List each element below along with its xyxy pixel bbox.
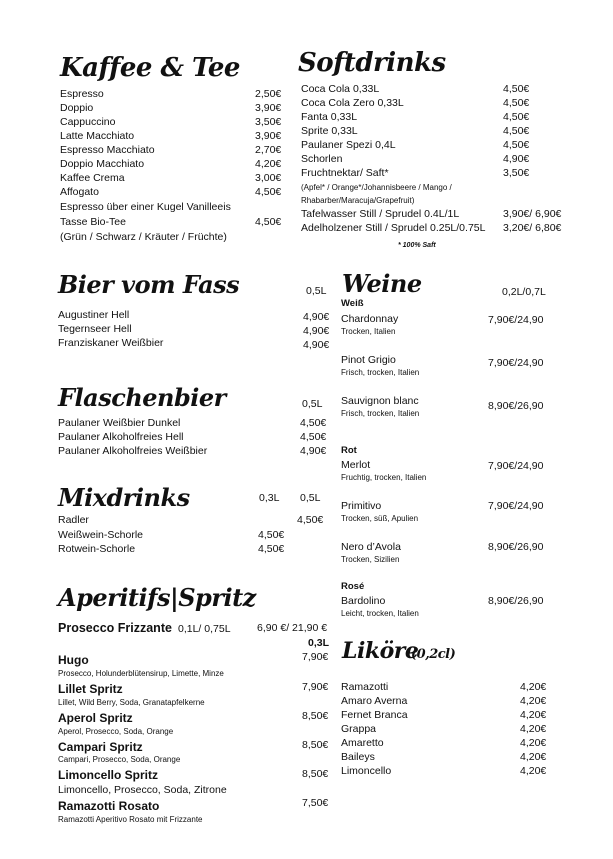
menu-item-desc: Frisch, trocken, Italien xyxy=(341,368,420,377)
menu-item-name: Ramazotti xyxy=(341,681,389,693)
menu-item-name: Affogato xyxy=(60,186,99,198)
menu-item-name: Espresso Macchiato xyxy=(60,144,155,156)
menu-item-name: Coca Cola Zero 0,33L xyxy=(301,97,404,109)
menu-item-name: Baileys xyxy=(341,751,375,763)
menu-item-name: Primitivo xyxy=(341,500,382,512)
menu-item-price: 4,90€ xyxy=(300,445,327,457)
menu-item-price: 4,90€ xyxy=(303,311,330,323)
menu-item-price: 8,90€/26,90 xyxy=(488,541,544,553)
menu-item-desc: Leicht, trocken, Italien xyxy=(341,609,419,618)
menu-item-price: 4,50€ xyxy=(255,216,282,228)
menu-item-name: Schorlen xyxy=(301,153,343,165)
menu-item-price: 7,90€/24,90 xyxy=(488,460,544,472)
menu-item-price: 4,90€ xyxy=(303,339,330,351)
menu-item-desc: Trocken, Sizilien xyxy=(341,555,400,564)
menu-item-name: Paulaner Alkoholfreies Hell xyxy=(58,431,184,443)
flaschenbier-size: 0,5L xyxy=(302,398,323,410)
aperitifs-size: 0,3L xyxy=(308,637,330,649)
menu-item-name: Limoncello Spritz xyxy=(58,768,159,782)
menu-item-name: Espresso über einer Kugel Vanilleeis xyxy=(60,201,231,213)
menu-item-price: 7,90€/24,90 xyxy=(488,500,544,512)
menu-item-price: 4,50€ xyxy=(503,125,530,137)
mixdrinks-size-large: 0,5L xyxy=(300,492,321,504)
menu-item-name: Nero d’Avola xyxy=(341,541,401,553)
menu-item-price: 4,20€ xyxy=(520,681,547,693)
menu-item-name: Fernet Branca xyxy=(341,709,408,721)
bier-size: 0,5L xyxy=(306,285,327,297)
likoere-title: Liköre xyxy=(342,638,419,664)
menu-item-name: Doppio xyxy=(60,102,94,114)
softdrinks-title: Softdrinks xyxy=(298,48,446,78)
menu-item-name: Merlot xyxy=(341,459,371,471)
menu-item-name: Tegernseer Hell xyxy=(58,323,132,335)
menu-item-name: Cappuccino xyxy=(60,116,116,128)
menu-item-price: 7,90€ xyxy=(302,681,329,693)
saft-footnote: * 100% Saft xyxy=(398,242,436,249)
weine-size: 0,2L/0,7L xyxy=(502,286,546,298)
menu-item-name: Fruchtnektar/ Saft* xyxy=(301,167,389,179)
menu-item-price: 8,50€ xyxy=(302,710,329,722)
menu-item-name: Tasse Bio-Tee xyxy=(60,216,126,228)
menu-item-desc: Campari, Prosecco, Soda, Orange xyxy=(58,755,181,764)
menu-item-price: 4,20€ xyxy=(520,695,547,707)
weiss-label: Weiß xyxy=(341,298,364,309)
menu-item-desc: Ramazotti Aperitivo Rosato mit Frizzante xyxy=(58,815,203,824)
menu-item-price: 7,50€ xyxy=(302,797,329,809)
menu-item-name: Pinot Grigio xyxy=(341,354,396,366)
prosecco-name: Prosecco Frizzante xyxy=(58,621,172,635)
menu-item-price: 4,20€ xyxy=(520,723,547,735)
rose-label: Rosé xyxy=(341,581,365,592)
menu-item-name: Campari Spritz xyxy=(58,740,143,754)
menu-item-price: 4,50€ xyxy=(255,186,282,198)
menu-item-price: 8,50€ xyxy=(302,768,329,780)
prosecco-size: 0,1L/ 0,75L xyxy=(178,623,231,635)
menu-item-desc: Trocken, süß, Apulien xyxy=(341,514,419,523)
menu-item-price: 4,20€ xyxy=(520,751,547,763)
rot-label: Rot xyxy=(341,445,357,456)
bier-title: Bier vom Fass xyxy=(58,270,240,299)
menu-item-desc: Trocken, Italien xyxy=(341,327,396,336)
menu-item-desc: Prosecco, Holunderblütensirup, Limette, Minze xyxy=(58,669,224,678)
menu-item-name: Paulaner Alkoholfreies Weißbier xyxy=(58,445,208,457)
menu-item-name: Tafelwasser Still / Sprudel 0.4L/1L xyxy=(301,208,460,220)
menu-item-price: 7,90€/24,90 xyxy=(488,357,544,369)
menu-item-desc: Frisch, trocken, Italien xyxy=(341,409,420,418)
menu-item-price: 4,20€ xyxy=(255,158,282,170)
menu-item-name: Chardonnay xyxy=(341,313,399,325)
menu-item-name: Espresso xyxy=(60,88,104,100)
mixdrinks-title: Mixdrinks xyxy=(58,483,190,512)
menu-item-name: Latte Macchiato xyxy=(60,130,135,142)
menu-item-price: 8,50€ xyxy=(302,739,329,751)
menu-item-name: Amaro Averna xyxy=(341,695,408,707)
menu-item-price: 7,90€/24,90 xyxy=(488,314,544,326)
menu-item-price: 3,00€ xyxy=(255,172,282,184)
menu-item-price: 4,50€ xyxy=(503,83,530,95)
saft-note: (Apfel* / Orange*/Johannisbeere / Mango / xyxy=(301,183,452,192)
menu-item-name: Bardolino xyxy=(341,595,386,607)
menu-item-price: 4,50€ xyxy=(503,139,530,151)
menu-item-name: Lillet Spritz xyxy=(58,682,123,696)
menu-item-name: Amaretto xyxy=(341,737,384,749)
menu-item-price: 3,50€ xyxy=(503,167,530,179)
menu-item-name: Radler xyxy=(58,514,89,526)
menu-item-name: Hugo xyxy=(58,653,89,667)
menu-item-price: 2,70€ xyxy=(255,144,282,156)
menu-item-price: 7,90€ xyxy=(302,651,329,663)
menu-item-name: Fanta 0,33L xyxy=(301,111,358,123)
menu-item-name: Weißwein-Schorle xyxy=(58,529,143,541)
menu-item-desc: Limoncello, Prosecco, Soda, Zitrone xyxy=(58,784,227,796)
weine-title: Weine xyxy=(342,269,422,298)
menu-item-price: 8,90€/26,90 xyxy=(488,400,544,412)
likoere-size: (0,2cl) xyxy=(411,647,456,662)
menu-item-price: 4,20€ xyxy=(520,709,547,721)
menu-item-name: Adelholzener Still / Sprudel 0.25L/0.75L xyxy=(301,222,486,234)
menu-item-name: Ramazotti Rosato xyxy=(58,799,160,813)
menu-item-price: 2,50€ xyxy=(255,88,282,100)
aperitifs-title: Aperitifs|Spritz xyxy=(58,583,256,612)
menu-item-name: Grappa xyxy=(341,723,377,735)
menu-item-price: 4,50€ xyxy=(503,111,530,123)
menu-item-name: Paulaner Weißbier Dunkel xyxy=(58,417,181,429)
menu-item-price: 4,50€ xyxy=(503,97,530,109)
menu-item-name: Sprite 0,33L xyxy=(301,125,358,137)
menu-item-price: 3,90€ xyxy=(255,102,282,114)
menu-item-name: Franziskaner Weißbier xyxy=(58,337,164,349)
menu-item-price: 4,50€ xyxy=(300,417,327,429)
menu-item-price: 3,20€/ 6,80€ xyxy=(503,222,562,234)
menu-item-price: 4,50€ xyxy=(258,543,285,555)
menu-item-price: 4,90€ xyxy=(303,325,330,337)
saft-note: Rhabarber/Maracuja/Grapefruit) xyxy=(301,196,415,205)
menu-item-price: 3,90€ xyxy=(255,130,282,142)
menu-item-name: Coca Cola 0,33L xyxy=(301,83,380,95)
mixdrinks-size-small: 0,3L xyxy=(259,492,280,504)
menu-item-name: Augustiner Hell xyxy=(58,309,130,321)
menu-item-price: 8,90€/26,90 xyxy=(488,595,544,607)
menu-item-name: Kaffee Crema xyxy=(60,172,125,184)
menu-item-name: Limoncello xyxy=(341,765,392,777)
menu-item-name: Rotwein-Schorle xyxy=(58,543,136,555)
menu-item-name: Aperol Spritz xyxy=(58,711,133,725)
menu-item-name: Sauvignon blanc xyxy=(341,395,419,407)
menu-item-name: Paulaner Spezi 0,4L xyxy=(301,139,396,151)
menu-item-price: 4,50€ xyxy=(258,529,285,541)
prosecco-price: 6,90 €/ 21,90 € xyxy=(257,622,328,634)
flaschenbier-title: Flaschenbier xyxy=(58,383,226,412)
menu-item-desc: Fruchtig, trocken, Italien xyxy=(341,473,427,482)
menu-item-desc: Aperol, Prosecco, Soda, Orange xyxy=(58,727,174,736)
kaffee-title: Kaffee & Tee xyxy=(60,53,240,83)
menu-item-price: 3,50€ xyxy=(255,116,282,128)
menu-item-price: 4,20€ xyxy=(520,765,547,777)
menu-item-name: (Grün / Schwarz / Kräuter / Früchte) xyxy=(60,231,227,243)
menu-item-name: Doppio Macchiato xyxy=(60,158,145,170)
menu-item-price: 4,50€ xyxy=(300,431,327,443)
menu-item-price: 4,20€ xyxy=(520,737,547,749)
menu-item-desc: Lillet, Wild Berry, Soda, Granatapfelkerne xyxy=(58,698,205,707)
menu-item-price: 4,50€ xyxy=(297,514,324,526)
menu-item-price: 3,90€/ 6,90€ xyxy=(503,208,562,220)
menu-item-price: 4,90€ xyxy=(503,153,530,165)
